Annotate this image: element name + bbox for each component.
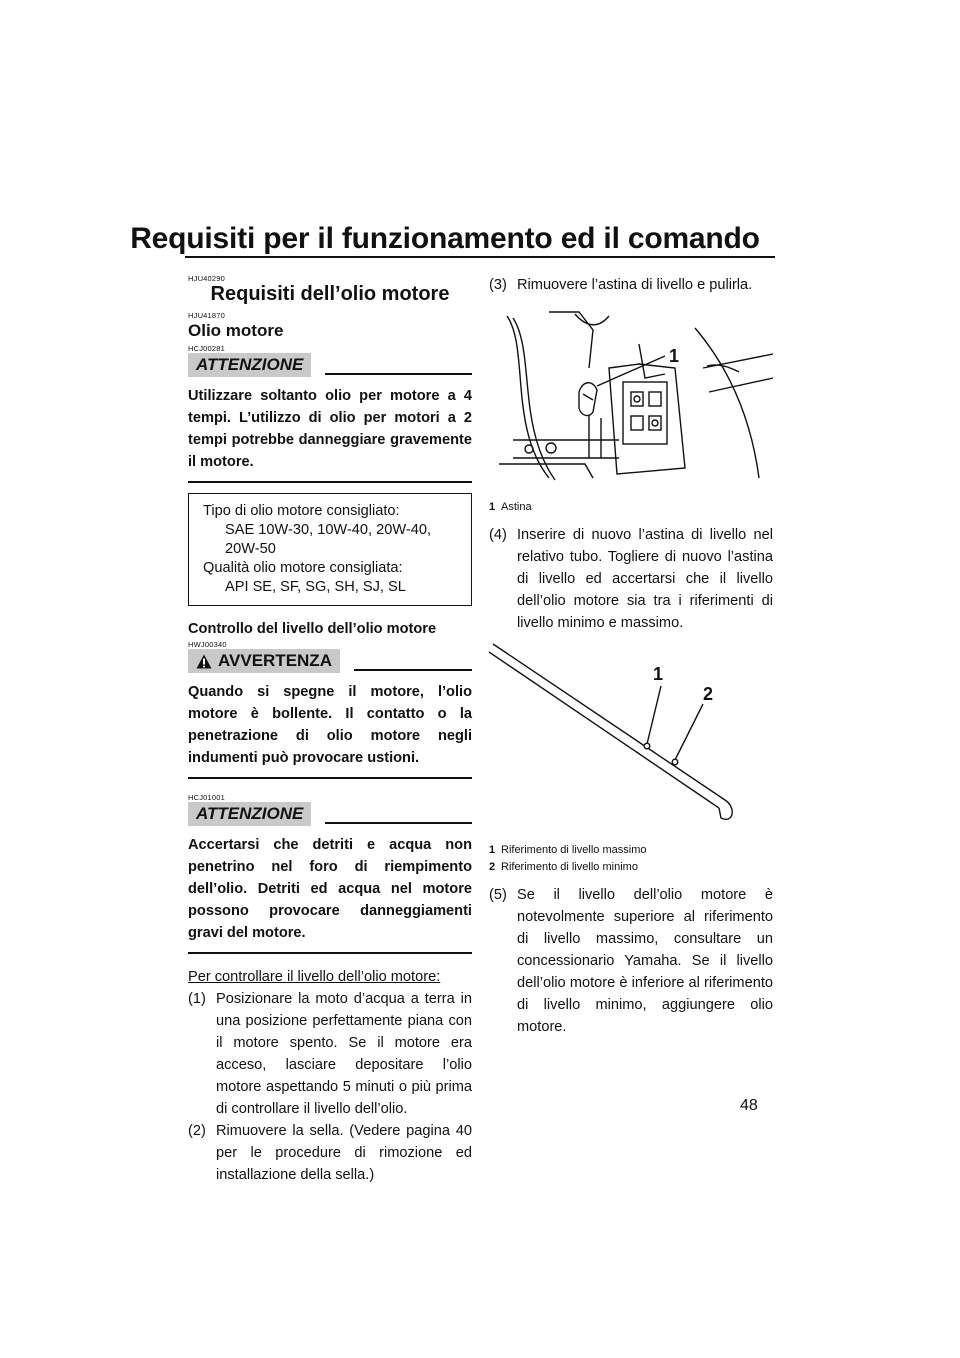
step-number: (5): [489, 887, 507, 903]
subsection-code: HJU41870: [188, 311, 226, 320]
figure2-caption-1: [489, 842, 773, 859]
figure2-callout-2: 2: [703, 684, 714, 704]
figure1-callout: 1: [669, 346, 680, 366]
caption-text: Riferimento di livello minimo: [501, 861, 638, 873]
step-text: Se il livello dell’olio motore è notevolmente superiore al riferimento di livello massimo, consultare un concessionario Yamaha. Se il livello dell’olio motore è inferiore al riferimento di livello minimo, aggiungere olio motore.: [517, 887, 773, 1035]
attention-label-1: ATTENZIONE: [188, 353, 311, 377]
attention-rule-1: [325, 373, 472, 375]
engine-dipstick-illustration: [489, 308, 773, 488]
step-4: [489, 524, 773, 634]
warning-header: [188, 649, 472, 673]
warning-notice: [188, 649, 472, 779]
attention-notice-1: [188, 353, 472, 483]
figure2-caption-2: [489, 859, 773, 876]
attention-header-1: [188, 353, 472, 377]
step-number: (2): [188, 1123, 206, 1139]
attention-header-2: [188, 802, 472, 826]
attention-label-2: ATTENZIONE: [188, 802, 311, 826]
caption-number: 2: [489, 861, 496, 873]
spec-quality-label: Qualità olio motore consigliata:: [203, 560, 403, 576]
step-text: Rimuovere l’astina di livello e pulirla.: [517, 277, 753, 293]
warning-rule: [354, 669, 472, 671]
attention-notice-2: [188, 802, 472, 954]
step-text: Inserire di nuovo l’astina di livello nel relativo tubo. Togliere di nuovo l’astina di livello ed accertarsi che il livello dell’olio motore sia tra i riferimenti di livello minimo e massimo.: [517, 527, 773, 631]
caption-text: Riferimento di livello massimo: [501, 844, 647, 856]
left-column: [188, 274, 472, 1186]
step-number: (1): [188, 991, 206, 1007]
caption-text: Astina: [501, 501, 532, 513]
right-column: [489, 274, 773, 1038]
spec-type-label: Tipo di olio motore consigliato:: [203, 503, 400, 519]
attention-text-1: Utilizzare soltanto olio per motore a 4 tempi. L’utilizzo di olio per motori a 2 tempi potrebbe danneggiare gravemente il motore.: [188, 385, 472, 483]
warning-text: Quando si spegne il motore, l’olio motore è bollente. Il contatto o la penetrazione di olio motore negli indumenti può provocare ustioni.: [188, 681, 472, 779]
step-text: Posizionare la moto d’acqua a terra in una posizione perfettamente piana con il motore spento. Se il motore era acceso, lasciare depositare l’olio motore aspettando 5 minuti o più prima di controllare il livello dell’olio.: [216, 991, 472, 1117]
step-5: [489, 884, 773, 1038]
attention-code-2: HCJ01001: [188, 793, 226, 802]
spec-quality-value: API SE, SF, SG, SH, SJ, SL: [225, 579, 406, 595]
procedure-title: Per controllare il livello dell’olio motore:: [188, 969, 441, 985]
warning-label-box: [188, 649, 340, 673]
check-level-title: Controllo del livello dell’olio motore: [188, 621, 437, 637]
caption-number: 1: [489, 501, 496, 513]
warning-code: HWJ00340: [188, 640, 227, 649]
oil-spec-box: [188, 493, 472, 606]
step-2: [188, 1120, 472, 1186]
figure2-callout-1: 1: [653, 664, 664, 684]
step-3: [489, 274, 773, 296]
spec-type-value: SAE 10W-30, 10W-40, 20W-40, 20W-50: [225, 522, 432, 557]
step-1: [188, 988, 472, 1120]
page-number: 48: [740, 1097, 758, 1114]
header-rule: [185, 256, 775, 258]
attention-text-2: Accertarsi che detriti e acqua non penetrino nel foro di riempimento dell’olio. Detriti ed acqua nel motore possono provocare danneggiamenti gravi del motore.: [188, 834, 472, 954]
step-number: (3): [489, 277, 507, 293]
page-header-title: Requisiti per il funzionamento ed il comando: [130, 222, 760, 255]
step-number: (4): [489, 527, 507, 543]
figure1-caption: [489, 499, 773, 516]
caption-number: 1: [489, 844, 496, 856]
warning-label: AVVERTENZA: [218, 651, 332, 670]
section-code: HJU40290: [188, 274, 226, 283]
section-title: Requisiti dell’olio motore: [210, 283, 450, 305]
step-text: Rimuovere la sella. (Vedere pagina 40 per le procedure di rimozione ed installazione della sella.): [216, 1123, 472, 1183]
dipstick-level-diagram: [489, 638, 773, 833]
subsection-title: Olio motore: [188, 321, 284, 340]
warning-triangle-icon: [196, 654, 212, 669]
attention-code-1: HCJ00281: [188, 344, 226, 353]
attention-rule-2: [325, 822, 472, 824]
